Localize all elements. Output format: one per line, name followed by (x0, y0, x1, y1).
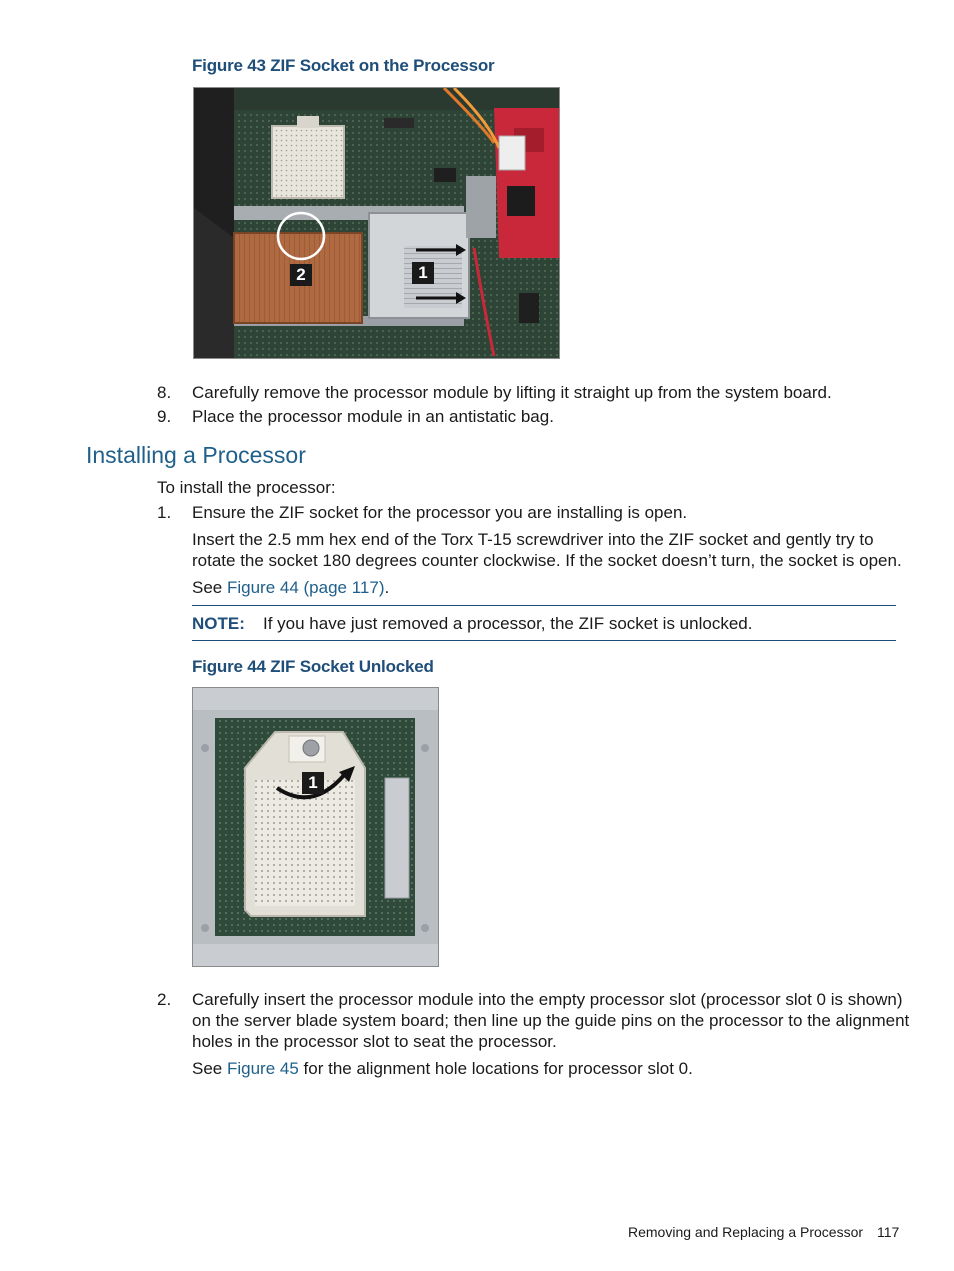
section-intro: To install the processor: (157, 478, 336, 497)
callout-1-label: 1 (418, 263, 428, 282)
callout-2-label: 2 (296, 265, 306, 284)
step-2-line3: holes in the processor slot to seat the processor. (192, 1032, 557, 1051)
section-title: Installing a Processor (86, 442, 306, 468)
step-1-see-reference (192, 577, 389, 598)
step-1-text: Ensure the ZIF socket for the processor you are installing is open. (192, 503, 688, 522)
step-2-line1: Carefully insert the processor module into the empty processor slot (processor slot 0 is shown) (192, 990, 903, 1009)
step-1-number: 1. (157, 503, 172, 522)
figure-44-photo (192, 687, 439, 967)
step-2-number: 2. (157, 990, 172, 1009)
callout-1-label: 1 (308, 773, 318, 792)
step-1-detail-line1: Insert the 2.5 mm hex end of the Torx T-15 screwdriver into the ZIF socket and gently try to (192, 530, 874, 549)
step-2-line2: on the server blade system board; then line up the guide pins on the processor to the alignment (192, 1011, 910, 1030)
step-9-number: 9. (157, 407, 172, 426)
step-8-text: Carefully remove the processor module by lifting it straight up from the system board. (192, 383, 832, 402)
figure-44-link[interactable]: Figure 44 (page 117) (226, 578, 385, 597)
see-prefix: See (192, 1059, 227, 1078)
note-text: If you have just removed a processor, the ZIF socket is unlocked. (263, 614, 753, 633)
figure-44-caption: Figure 44 ZIF Socket Unlocked (192, 657, 434, 676)
see-prefix: See (192, 578, 227, 597)
footer-section-name: Removing and Replacing a Processor (628, 1224, 864, 1240)
note-top-rule (192, 605, 896, 606)
step-1-detail-line2: rotate the socket 180 degrees counter clockwise. If the socket doesn’t turn, the socket is open. (192, 551, 902, 570)
figure-45-link[interactable]: Figure 45 (226, 1059, 299, 1078)
see-suffix: . (384, 578, 390, 597)
footer-page-number: 117 (877, 1224, 900, 1240)
step-9-text: Place the processor module in an antistatic bag. (192, 407, 554, 426)
step-8-number: 8. (157, 383, 172, 402)
see-suffix: for the alignment hole locations for processor slot 0. (298, 1059, 693, 1078)
figure-43-photo (193, 87, 560, 359)
step-2-see-reference (192, 1058, 693, 1079)
note-bottom-rule (192, 640, 896, 641)
note-label: NOTE: (192, 614, 245, 633)
figure-43-caption: Figure 43 ZIF Socket on the Processor (192, 56, 495, 75)
